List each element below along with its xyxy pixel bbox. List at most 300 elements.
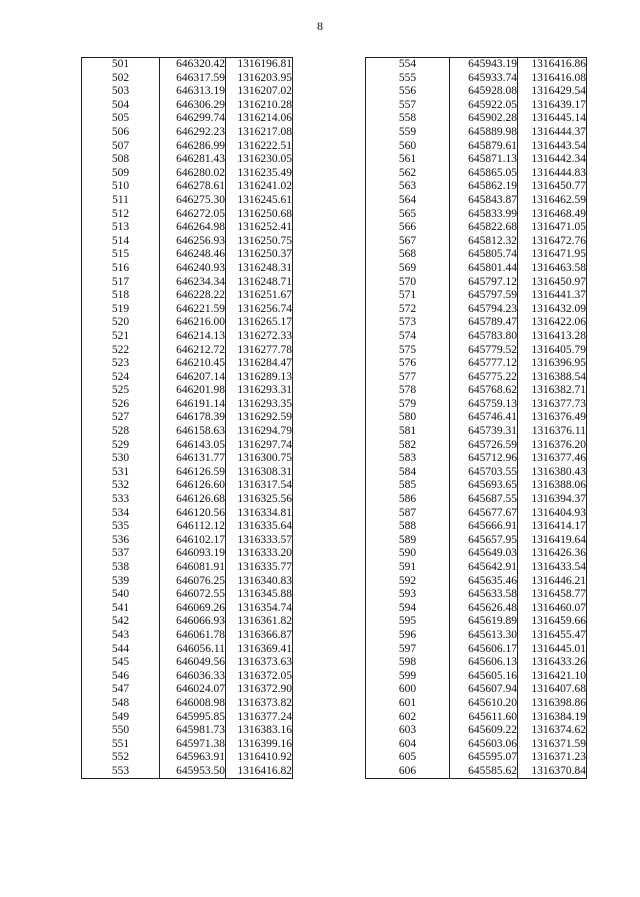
x-coordinate-cell: 645995.85 [160,711,226,725]
x-coordinate-cell: 646036.33 [160,670,226,684]
table-row [366,520,587,534]
y-coordinate-cell: 1316416.08 [518,72,587,86]
y-coordinate-cell: 1316376.49 [518,411,587,425]
point-number-cell: 558 [366,112,450,126]
table-row [82,411,293,425]
x-coordinate-cell: 646281.43 [160,153,226,167]
y-coordinate-cell: 1316376.20 [518,439,587,453]
x-coordinate-cell: 645775.22 [450,371,518,385]
x-coordinate-cell: 645981.73 [160,724,226,738]
y-coordinate-cell: 1316441.37 [518,289,587,303]
table-row [82,697,293,711]
point-number-cell: 547 [82,683,160,697]
point-number-cell: 581 [366,425,450,439]
y-coordinate-cell: 1316429.54 [518,85,587,99]
point-number-cell: 565 [366,208,450,222]
point-number-cell: 543 [82,629,160,643]
y-coordinate-cell: 1316345.88 [226,588,293,602]
point-number-cell: 506 [82,126,160,140]
x-coordinate-cell: 646212.72 [160,343,226,357]
x-coordinate-cell: 646069.26 [160,602,226,616]
point-number-cell: 586 [366,493,450,507]
point-number-cell: 596 [366,629,450,643]
point-number-cell: 595 [366,615,450,629]
table-row [82,72,293,86]
x-coordinate-cell: 646228.22 [160,289,226,303]
y-coordinate-cell: 1316459.66 [518,615,587,629]
point-number-cell: 535 [82,520,160,534]
table-row [366,683,587,697]
y-coordinate-cell: 1316325.56 [226,493,293,507]
y-coordinate-cell: 1316272.33 [226,330,293,344]
table-row [366,643,587,657]
table-row [82,765,293,779]
y-coordinate-cell: 1316293.31 [226,384,293,398]
x-coordinate-cell: 645953.50 [160,765,226,779]
table-row [366,167,587,181]
x-coordinate-cell: 646278.61 [160,180,226,194]
x-coordinate-cell: 645595.07 [450,751,518,765]
point-number-cell: 546 [82,670,160,684]
x-coordinate-cell: 646024.07 [160,683,226,697]
y-coordinate-cell: 1316317.54 [226,479,293,493]
point-number-cell: 591 [366,561,450,575]
y-coordinate-cell: 1316284.47 [226,357,293,371]
table-row [366,425,587,439]
x-coordinate-cell: 645779.52 [450,343,518,357]
point-number-cell: 563 [366,180,450,194]
table-row [366,289,587,303]
table-row [82,724,293,738]
y-coordinate-cell: 1316394.37 [518,493,587,507]
point-number-cell: 519 [82,303,160,317]
x-coordinate-cell: 645607.94 [450,683,518,697]
table-row [366,72,587,86]
table-row [366,697,587,711]
x-coordinate-cell: 646126.59 [160,466,226,480]
point-number-cell: 606 [366,765,450,779]
y-coordinate-cell: 1316445.14 [518,112,587,126]
table-row [82,656,293,670]
y-coordinate-cell: 1316376.11 [518,425,587,439]
table-row [366,411,587,425]
y-coordinate-cell: 1316444.37 [518,126,587,140]
point-number-cell: 557 [366,99,450,113]
y-coordinate-cell: 1316384.19 [518,711,587,725]
point-number-cell: 545 [82,656,160,670]
x-coordinate-cell: 646112.12 [160,520,226,534]
x-coordinate-cell: 645928.08 [450,85,518,99]
y-coordinate-cell: 1316370.84 [518,765,587,779]
x-coordinate-cell: 646272.05 [160,208,226,222]
table-row [366,208,587,222]
point-number-cell: 505 [82,112,160,126]
y-coordinate-cell: 1316373.63 [226,656,293,670]
coordinates-table-right-body [366,58,587,779]
point-number-cell: 574 [366,330,450,344]
table-row [82,520,293,534]
x-coordinate-cell: 646210.45 [160,357,226,371]
y-coordinate-cell: 1316471.05 [518,221,587,235]
x-coordinate-cell: 646221.59 [160,303,226,317]
point-number-cell: 528 [82,425,160,439]
x-coordinate-cell: 646102.17 [160,534,226,548]
x-coordinate-cell: 645789.47 [450,316,518,330]
point-number-cell: 604 [366,738,450,752]
y-coordinate-cell: 1316382.71 [518,384,587,398]
y-coordinate-cell: 1316460.07 [518,602,587,616]
x-coordinate-cell: 645833.99 [450,208,518,222]
table-row [82,276,293,290]
x-coordinate-cell: 646120.56 [160,507,226,521]
x-coordinate-cell: 645943.19 [450,58,518,72]
coordinates-table-left-body [82,58,293,779]
point-number-cell: 580 [366,411,450,425]
y-coordinate-cell: 1316251.67 [226,289,293,303]
y-coordinate-cell: 1316293.35 [226,398,293,412]
x-coordinate-cell: 646191.14 [160,398,226,412]
x-coordinate-cell: 646158.63 [160,425,226,439]
table-row [366,765,587,779]
x-coordinate-cell: 645783.80 [450,330,518,344]
table-row [366,575,587,589]
x-coordinate-cell: 646306.29 [160,99,226,113]
x-coordinate-cell: 646214.13 [160,330,226,344]
y-coordinate-cell: 1316265.17 [226,316,293,330]
x-coordinate-cell: 646317.59 [160,72,226,86]
table-row [82,153,293,167]
y-coordinate-cell: 1316450.97 [518,276,587,290]
table-row [366,316,587,330]
table-row [82,330,293,344]
table-row [366,276,587,290]
point-number-cell: 510 [82,180,160,194]
point-number-cell: 590 [366,547,450,561]
point-number-cell: 588 [366,520,450,534]
x-coordinate-cell: 645687.55 [450,493,518,507]
y-coordinate-cell: 1316405.79 [518,343,587,357]
table-row [366,384,587,398]
x-coordinate-cell: 645605.16 [450,670,518,684]
point-number-cell: 502 [82,72,160,86]
coordinates-table-left [81,57,293,779]
point-number-cell: 525 [82,384,160,398]
table-row [366,711,587,725]
point-number-cell: 515 [82,248,160,262]
x-coordinate-cell: 646131.77 [160,452,226,466]
y-coordinate-cell: 1316374.62 [518,724,587,738]
y-coordinate-cell: 1316277.78 [226,343,293,357]
page-number: 8 [317,19,323,33]
x-coordinate-cell: 645812.32 [450,235,518,249]
table-row [366,262,587,276]
y-coordinate-cell: 1316241.02 [226,180,293,194]
y-coordinate-cell: 1316334.81 [226,507,293,521]
point-number-cell: 524 [82,371,160,385]
table-row [82,561,293,575]
y-coordinate-cell: 1316333.20 [226,547,293,561]
y-coordinate-cell: 1316354.74 [226,602,293,616]
y-coordinate-cell: 1316383.16 [226,724,293,738]
point-number-cell: 551 [82,738,160,752]
x-coordinate-cell: 645759.13 [450,398,518,412]
point-number-cell: 544 [82,643,160,657]
point-number-cell: 598 [366,656,450,670]
y-coordinate-cell: 1316230.05 [226,153,293,167]
table-row [366,330,587,344]
x-coordinate-cell: 645635.46 [450,575,518,589]
point-number-cell: 601 [366,697,450,711]
x-coordinate-cell: 645971.38 [160,738,226,752]
point-number-cell: 521 [82,330,160,344]
x-coordinate-cell: 645693.65 [450,479,518,493]
table-row [366,194,587,208]
table-row [82,588,293,602]
x-coordinate-cell: 646275.30 [160,194,226,208]
x-coordinate-cell: 646240.93 [160,262,226,276]
table-row [366,303,587,317]
x-coordinate-cell: 645871.13 [450,153,518,167]
y-coordinate-cell: 1316414.17 [518,520,587,534]
table-row [82,112,293,126]
x-coordinate-cell: 646216.00 [160,316,226,330]
x-coordinate-cell: 645703.55 [450,466,518,480]
point-number-cell: 538 [82,561,160,575]
point-number-cell: 511 [82,194,160,208]
x-coordinate-cell: 645726.59 [450,439,518,453]
point-number-cell: 501 [82,58,160,72]
point-number-cell: 602 [366,711,450,725]
y-coordinate-cell: 1316214.06 [226,112,293,126]
y-coordinate-cell: 1316433.26 [518,656,587,670]
table-row [82,507,293,521]
x-coordinate-cell: 645797.12 [450,276,518,290]
point-number-cell: 517 [82,276,160,290]
y-coordinate-cell: 1316450.77 [518,180,587,194]
y-coordinate-cell: 1316250.68 [226,208,293,222]
y-coordinate-cell: 1316404.93 [518,507,587,521]
x-coordinate-cell: 645805.74 [450,248,518,262]
x-coordinate-cell: 645606.13 [450,656,518,670]
y-coordinate-cell: 1316396.95 [518,357,587,371]
y-coordinate-cell: 1316196.81 [226,58,293,72]
point-number-cell: 578 [366,384,450,398]
x-coordinate-cell: 646256.93 [160,235,226,249]
table-row [366,670,587,684]
point-number-cell: 570 [366,276,450,290]
table-row [366,58,587,72]
y-coordinate-cell: 1316333.57 [226,534,293,548]
x-coordinate-cell: 646264.98 [160,221,226,235]
table-row [366,398,587,412]
x-coordinate-cell: 646201.98 [160,384,226,398]
y-coordinate-cell: 1316248.71 [226,276,293,290]
y-coordinate-cell: 1316335.64 [226,520,293,534]
table-row [82,289,293,303]
point-number-cell: 575 [366,343,450,357]
x-coordinate-cell: 646061.78 [160,629,226,643]
y-coordinate-cell: 1316445.01 [518,643,587,657]
y-coordinate-cell: 1316421.10 [518,670,587,684]
y-coordinate-cell: 1316207.02 [226,85,293,99]
point-number-cell: 530 [82,452,160,466]
table-row [82,398,293,412]
table-row [366,112,587,126]
point-number-cell: 512 [82,208,160,222]
table-row [366,439,587,453]
point-number-cell: 583 [366,452,450,466]
y-coordinate-cell: 1316297.74 [226,439,293,453]
y-coordinate-cell: 1316250.37 [226,248,293,262]
y-coordinate-cell: 1316252.41 [226,221,293,235]
x-coordinate-cell: 645611.60 [450,711,518,725]
y-coordinate-cell: 1316407.68 [518,683,587,697]
point-number-cell: 503 [82,85,160,99]
point-number-cell: 536 [82,534,160,548]
point-number-cell: 597 [366,643,450,657]
table-row [366,126,587,140]
point-number-cell: 541 [82,602,160,616]
y-coordinate-cell: 1316248.31 [226,262,293,276]
point-number-cell: 540 [82,588,160,602]
y-coordinate-cell: 1316472.76 [518,235,587,249]
table-row [82,643,293,657]
table-row [366,751,587,765]
table-row [82,316,293,330]
table-row [366,534,587,548]
x-coordinate-cell: 645922.05 [450,99,518,113]
table-row [366,180,587,194]
point-number-cell: 507 [82,140,160,154]
y-coordinate-cell: 1316463.58 [518,262,587,276]
y-coordinate-cell: 1316308.31 [226,466,293,480]
table-row [366,343,587,357]
table-row [366,493,587,507]
table-row [82,235,293,249]
y-coordinate-cell: 1316373.82 [226,697,293,711]
table-row [366,588,587,602]
x-coordinate-cell: 645768.62 [450,384,518,398]
x-coordinate-cell: 645822.68 [450,221,518,235]
x-coordinate-cell: 645865.05 [450,167,518,181]
table-row [366,153,587,167]
x-coordinate-cell: 645933.74 [450,72,518,86]
table-row [82,738,293,752]
point-number-cell: 594 [366,602,450,616]
x-coordinate-cell: 645963.91 [160,751,226,765]
y-coordinate-cell: 1316371.23 [518,751,587,765]
point-number-cell: 537 [82,547,160,561]
table-row [82,303,293,317]
x-coordinate-cell: 646178.39 [160,411,226,425]
point-number-cell: 582 [366,439,450,453]
x-coordinate-cell: 646072.55 [160,588,226,602]
y-coordinate-cell: 1316377.46 [518,452,587,466]
table-row [366,738,587,752]
table-row [82,384,293,398]
point-number-cell: 542 [82,615,160,629]
point-number-cell: 554 [366,58,450,72]
point-number-cell: 587 [366,507,450,521]
x-coordinate-cell: 646292.23 [160,126,226,140]
point-number-cell: 526 [82,398,160,412]
y-coordinate-cell: 1316377.24 [226,711,293,725]
point-number-cell: 566 [366,221,450,235]
point-number-cell: 571 [366,289,450,303]
table-row [82,493,293,507]
x-coordinate-cell: 646126.68 [160,493,226,507]
x-coordinate-cell: 646076.25 [160,575,226,589]
point-number-cell: 534 [82,507,160,521]
table-row [82,534,293,548]
table-row [82,262,293,276]
point-number-cell: 555 [366,72,450,86]
x-coordinate-cell: 645862.19 [450,180,518,194]
point-number-cell: 516 [82,262,160,276]
y-coordinate-cell: 1316361.82 [226,615,293,629]
y-coordinate-cell: 1316398.86 [518,697,587,711]
table-row [366,479,587,493]
point-number-cell: 584 [366,466,450,480]
x-coordinate-cell: 646286.99 [160,140,226,154]
x-coordinate-cell: 645606.17 [450,643,518,657]
point-number-cell: 579 [366,398,450,412]
y-coordinate-cell: 1316222.51 [226,140,293,154]
y-coordinate-cell: 1316443.54 [518,140,587,154]
table-row [82,615,293,629]
x-coordinate-cell: 645746.41 [450,411,518,425]
x-coordinate-cell: 646299.74 [160,112,226,126]
y-coordinate-cell: 1316413.28 [518,330,587,344]
y-coordinate-cell: 1316203.95 [226,72,293,86]
table-row [366,99,587,113]
point-number-cell: 592 [366,575,450,589]
table-row [366,507,587,521]
table-row [82,167,293,181]
table-row [82,602,293,616]
point-number-cell: 531 [82,466,160,480]
x-coordinate-cell: 646320.42 [160,58,226,72]
point-number-cell: 509 [82,167,160,181]
table-row [82,670,293,684]
table-row [82,221,293,235]
table-row [82,58,293,72]
x-coordinate-cell: 645677.67 [450,507,518,521]
y-coordinate-cell: 1316399.16 [226,738,293,752]
point-number-cell: 553 [82,765,160,779]
y-coordinate-cell: 1316422.06 [518,316,587,330]
table-row [366,357,587,371]
x-coordinate-cell: 646056.11 [160,643,226,657]
y-coordinate-cell: 1316416.86 [518,58,587,72]
table-row [366,221,587,235]
y-coordinate-cell: 1316462.59 [518,194,587,208]
table-row [82,683,293,697]
point-number-cell: 585 [366,479,450,493]
x-coordinate-cell: 645801.44 [450,262,518,276]
table-row [82,208,293,222]
table-row [366,371,587,385]
y-coordinate-cell: 1316442.34 [518,153,587,167]
table-row [82,751,293,765]
y-coordinate-cell: 1316289.13 [226,371,293,385]
point-number-cell: 523 [82,357,160,371]
table-row [82,575,293,589]
point-number-cell: 556 [366,85,450,99]
x-coordinate-cell: 646234.34 [160,276,226,290]
y-coordinate-cell: 1316292.59 [226,411,293,425]
table-row [82,547,293,561]
